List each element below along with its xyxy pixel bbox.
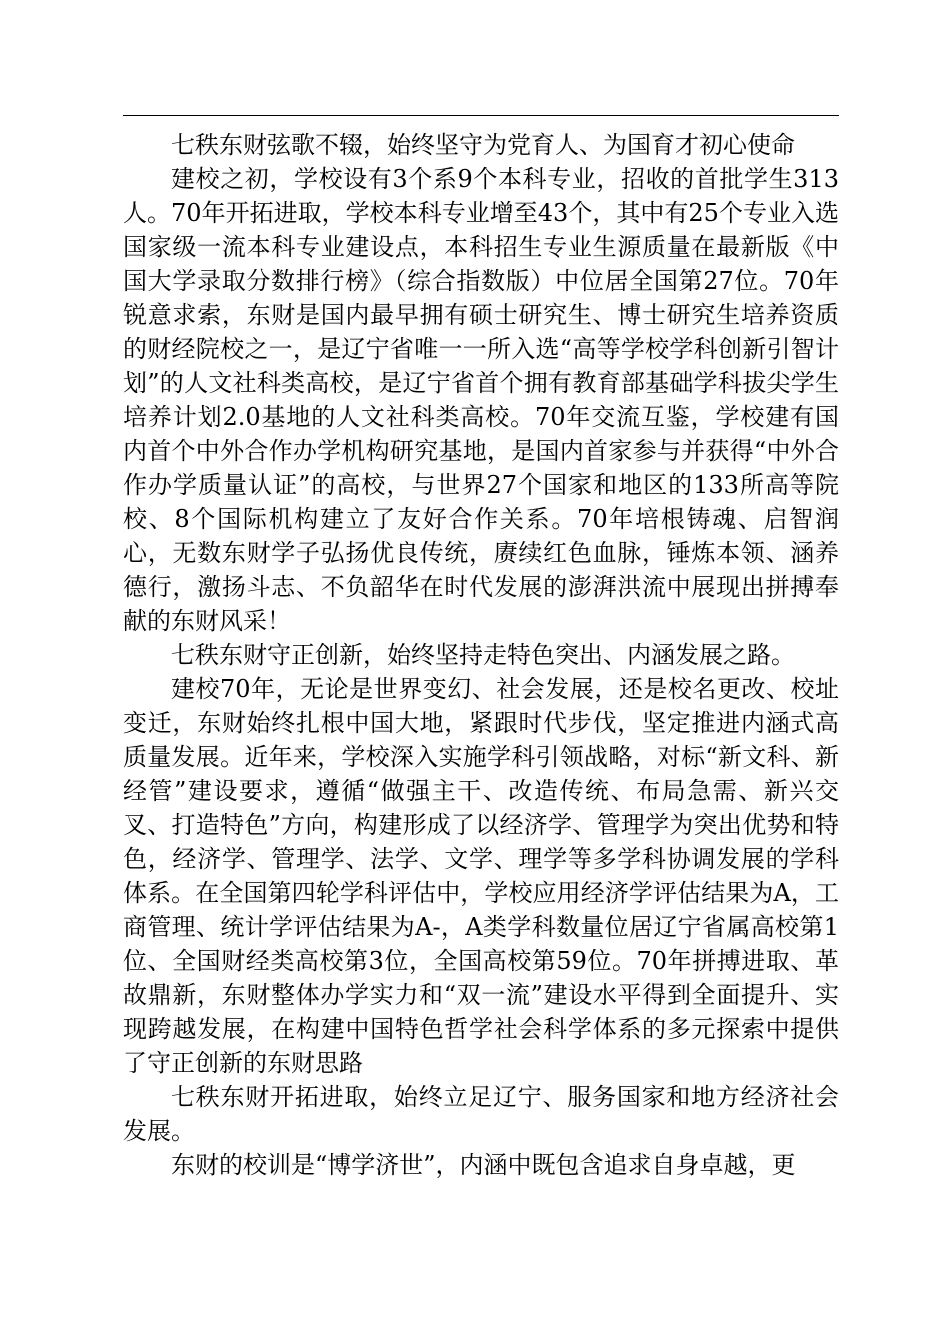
- paragraph-heading-1: 七秩东财弦歌不辍，始终坚守为党育人、为国育才初心使命: [171, 131, 795, 159]
- paragraph-body-2: 建校70年，无论是世界变幻、社会发展，还是校名更改、校址变迁，东财始终扎根中国大地，紧跟时代步伐，坚定推进内涵式高质量发展。近年来，学校深入实施学科引领战略，对标“新文科、新经管”建设要求，遵循“做强主干、改造传统、布局急需、新兴交叉、打造特色”方向，构建形成了以经济学、管理学为突出优势和特色，经济学、管理学、法学、文学、理学等多学科协调发展的学科体系。在全国第四轮学科评估中，学校应用经济学评估结果为A，工商管理、统计学评估结果为A-，A类学科数量位居辽宁省属高校第1位、全国财经类高校第3位，全国高校第59位。70年拼搏进取、革故鼎新，东财整体办学实力和“双一流”建设水平得到全面提升、实现跨越发展，在构建中国特色哲学社会科学体系的多元探索中提供了守正创新的东财思路: [123, 675, 839, 1077]
- paragraph-body-3: 东财的校训是“博学济世”，内涵中既包含追求自身卓越，更: [171, 1151, 796, 1179]
- document-body: [123, 128, 839, 1182]
- header-rule: [123, 115, 839, 116]
- paragraph-heading-2: 七秩东财守正创新，始终坚持走特色突出、内涵发展之路。: [171, 641, 795, 669]
- paragraph-heading-3: 七秩东财开拓进取，始终立足辽宁、服务国家和地方经济社会发展。: [123, 1083, 839, 1145]
- paragraph-body-1: 建校之初，学校设有3个系9个本科专业，招收的首批学生313人。70年开拓进取，学校本科专业增至43个，其中有25个专业入选国家级一流本科专业建设点，本科招生专业生源质量在最新版《中国大学录取分数排行榜》（综合指数版）中位居全国第27位。70年锐意求索，东财是国内最早拥有硕士研究生、博士研究生培养资质的财经院校之一，是辽宁省唯一一所入选“高等学校学科创新引智计划”的人文社科类高校，是辽宁省首个拥有教育部基础学科拔尖学生培养计划2.0基地的人文社科类高校。70年交流互鉴，学校建有国内首个中外合作办学机构研究基地，是国内首家参与并获得“中外合作办学质量认证”的高校，与世界27个国家和地区的133所高等院校、8个国际机构建立了友好合作关系。70年培根铸魂、启智润心，无数东财学子弘扬优良传统，赓续红色血脉，锤炼本领、涵养德行，激扬斗志、不负韶华在时代发展的澎湃洪流中展现出拼搏奉献的东财风采！: [123, 165, 839, 635]
